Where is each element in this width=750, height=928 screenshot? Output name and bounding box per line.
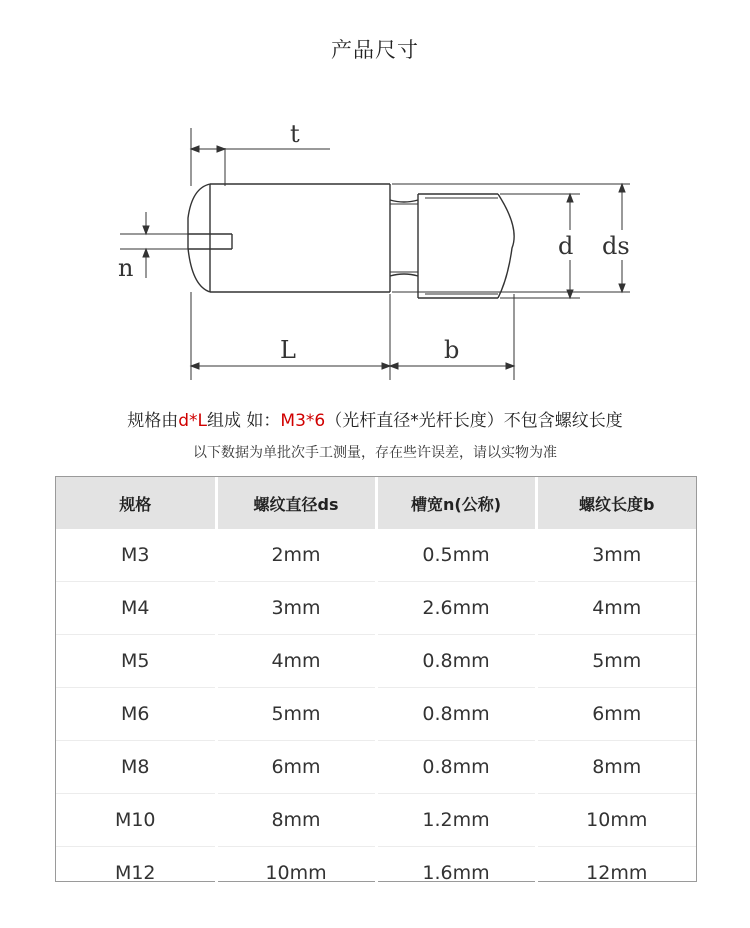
spec-middle: 组成 如： [207,411,281,431]
cell-spec: M3 [56,529,216,582]
cell-thread-length: 8mm [536,741,696,794]
cell-thread-diameter: 10mm [216,847,376,900]
spec-formula: d*L [178,411,208,431]
cell-thread-length: 10mm [536,794,696,847]
size-table [56,477,696,899]
header-slot-width: 槽宽n(公称) [376,477,536,529]
cell-slot-width: 0.8mm [376,635,536,688]
cell-thread-length: 6mm [536,688,696,741]
cell-slot-width: 0.5mm [376,529,536,582]
cell-slot-width: 1.2mm [376,794,536,847]
table-row [56,688,696,741]
cell-spec: M6 [56,688,216,741]
label-L: L [280,336,296,364]
measurement-note: 以下数据为单批次手工测量，存在些许误差，请以实物为准 [193,445,557,461]
spec-description [0,406,750,431]
screw-dimension-diagram [100,108,660,398]
cell-spec: M10 [56,794,216,847]
cell-thread-diameter: 8mm [216,794,376,847]
spec-prefix: 规格由 [127,411,179,431]
label-n: n [118,254,134,282]
cell-spec: M8 [56,741,216,794]
label-b: b [444,336,460,364]
cell-thread-diameter: 5mm [216,688,376,741]
cell-thread-length: 4mm [536,582,696,635]
table-row [56,847,696,900]
table-row [56,529,696,582]
cell-thread-diameter: 3mm [216,582,376,635]
spec-example: M3*6 [280,411,326,431]
table-row [56,582,696,635]
cell-thread-length: 5mm [536,635,696,688]
cell-thread-diameter: 2mm [216,529,376,582]
cell-slot-width: 0.8mm [376,688,536,741]
label-t: t [290,120,300,148]
page-title: 产品尺寸 [331,38,419,62]
cell-slot-width: 0.8mm [376,741,536,794]
table-header-row [56,477,696,529]
cell-slot-width: 1.6mm [376,847,536,900]
cell-thread-diameter: 6mm [216,741,376,794]
cell-spec: M4 [56,582,216,635]
header-thread-length: 螺纹长度b [536,477,696,529]
cell-slot-width: 2.6mm [376,582,536,635]
cell-thread-length: 12mm [536,847,696,900]
spec-suffix: （光杆直径*光杆长度）不包含螺纹长度 [325,411,623,431]
cell-spec: M5 [56,635,216,688]
cell-thread-diameter: 4mm [216,635,376,688]
size-table-container [55,476,697,882]
cell-spec: M12 [56,847,216,900]
table-row [56,635,696,688]
table-row [56,741,696,794]
label-d: d [558,232,574,260]
header-thread-diameter: 螺纹直径ds [216,477,376,529]
label-ds: ds [602,232,630,260]
cell-thread-length: 3mm [536,529,696,582]
table-row [56,794,696,847]
header-spec: 规格 [56,477,216,529]
